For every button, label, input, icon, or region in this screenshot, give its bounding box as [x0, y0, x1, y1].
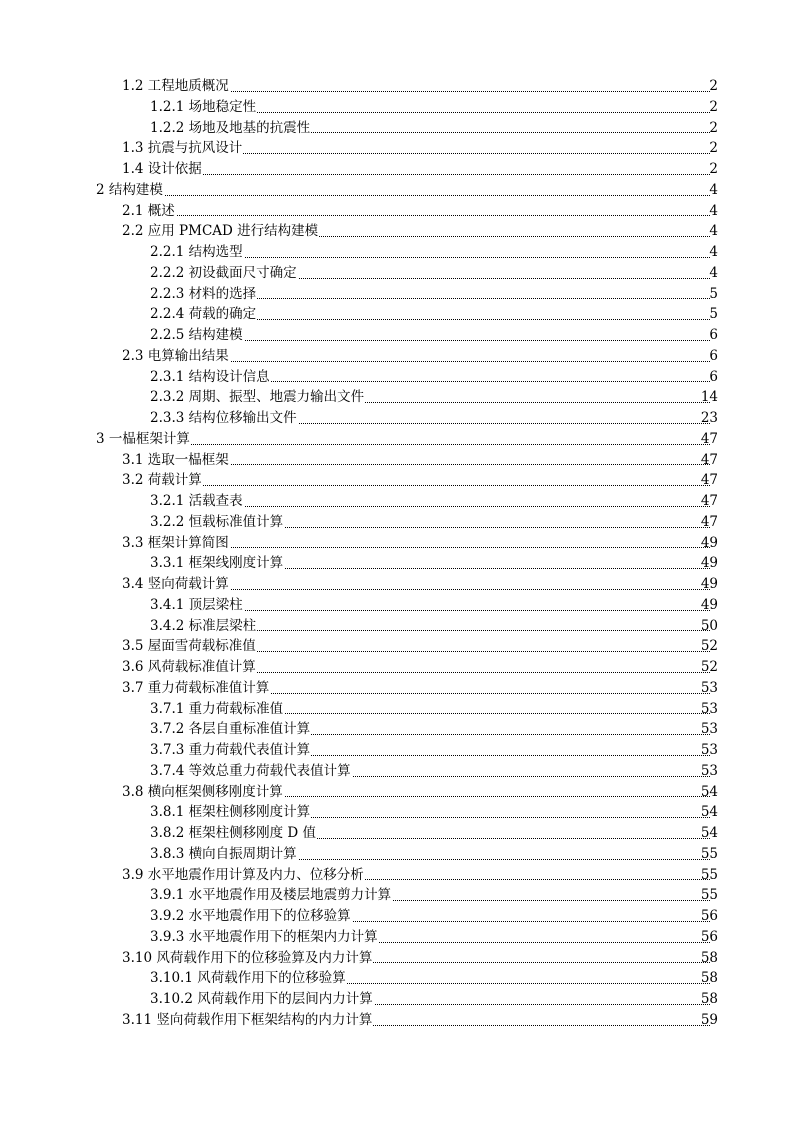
- toc-entry-title: 3.7.1 重力荷载标准值: [150, 699, 284, 720]
- toc-entry-page-number: 5: [709, 285, 718, 302]
- toc-entry-title: 1.4 设计依据: [122, 159, 203, 180]
- toc-entry-page-number: 47: [700, 451, 718, 468]
- toc-entry[interactable]: [0, 802, 794, 823]
- toc-entry-title: 3.2.1 活载查表: [150, 491, 244, 512]
- toc-entry-page-number: 50: [700, 617, 718, 634]
- dot-leader: [96, 195, 710, 196]
- toc-entry-title: 3.4 竖向荷载计算: [122, 574, 230, 595]
- toc-entry-page-number: 47: [700, 430, 718, 447]
- toc-entry-page-number: 2: [709, 78, 718, 94]
- toc-entry[interactable]: [0, 242, 794, 263]
- toc-entry-page-number: 6: [709, 368, 718, 385]
- toc-entry-title: 3.11 竖向荷载作用下框架结构的内力计算: [122, 1010, 373, 1031]
- toc-entry-title: 3.3.1 框架线刚度计算: [150, 553, 284, 574]
- toc-entry-title: 3.8.2 框架柱侧移刚度 D 值: [150, 823, 317, 844]
- toc-entry[interactable]: [0, 823, 794, 844]
- toc-entry-title: 3.8.3 横向自振周期计算: [150, 844, 298, 865]
- toc-entry-title: 3.7.4 等效总重力荷载代表值计算: [150, 761, 352, 782]
- toc-entry-title: 3.4.2 标准层梁柱: [150, 616, 257, 637]
- toc-entry[interactable]: [0, 201, 794, 222]
- toc-entry[interactable]: [0, 138, 794, 159]
- toc-entry[interactable]: [0, 968, 794, 989]
- toc-entry[interactable]: [0, 429, 794, 450]
- toc-entry-title: 3 一榀框架计算: [96, 429, 191, 450]
- toc-entry-page-number: 56: [700, 928, 718, 945]
- toc-entry-page-number: 4: [709, 264, 718, 281]
- dot-leader: [122, 174, 710, 175]
- toc-entry-page-number: 55: [700, 866, 718, 883]
- toc-entry[interactable]: [0, 159, 794, 180]
- toc-entry[interactable]: [0, 263, 794, 284]
- toc-entry[interactable]: [0, 325, 794, 346]
- toc-entry-page-number: 4: [709, 181, 718, 198]
- toc-entry-page-number: 4: [709, 244, 718, 260]
- toc-entry-page-number: 2: [709, 161, 718, 177]
- toc-entry-title: 1.2 工程地质概况: [122, 76, 230, 97]
- toc-entry[interactable]: [0, 304, 794, 325]
- toc-entry-page-number: 23: [700, 410, 718, 426]
- toc-entry-page-number: 58: [700, 991, 718, 1007]
- toc-entry-title: 3.8 横向框架侧移刚度计算: [122, 782, 284, 803]
- toc-entry-page-number: 49: [700, 534, 718, 551]
- toc-entry-page-number: 4: [709, 223, 718, 240]
- toc-entry-page-number: 47: [700, 513, 718, 530]
- toc-entry-title: 2.2 应用 PMCAD 进行结构建模: [122, 221, 319, 242]
- toc-entry-title: 2.3 电算输出结果: [122, 346, 230, 367]
- toc-entry-title: 2.2.2 初设截面尺寸确定: [150, 263, 298, 284]
- toc-entry-page-number: 5: [709, 306, 718, 323]
- toc-entry-title: 3.8.1 框架柱侧移刚度计算: [150, 802, 311, 823]
- toc-entry[interactable]: [0, 118, 794, 139]
- toc-entry-page-number: 56: [700, 908, 718, 924]
- toc-entry[interactable]: [0, 367, 794, 388]
- toc-entry-title: 2.3.1 结构设计信息: [150, 367, 271, 388]
- toc-entry-page-number: 2: [709, 98, 718, 115]
- toc-entry-page-number: 6: [709, 347, 718, 364]
- toc-entry[interactable]: [0, 450, 794, 471]
- toc-entry[interactable]: [0, 616, 794, 637]
- dot-leader: [122, 215, 710, 216]
- toc-entry[interactable]: [0, 595, 794, 616]
- toc-entry-title: 2.2.4 荷载的确定: [150, 304, 257, 325]
- toc-entry[interactable]: [0, 657, 794, 678]
- toc-entry[interactable]: [0, 885, 794, 906]
- toc-entry-title: 2.2.1 结构选型: [150, 242, 244, 263]
- toc-entry-title: 3.9.2 水平地震作用下的位移验算: [150, 906, 352, 927]
- toc-entry-page-number: 2: [709, 140, 718, 157]
- toc-entry-title: 3.1 选取一榀框架: [122, 450, 230, 471]
- toc-entry-page-number: 49: [700, 555, 718, 572]
- toc-entry-page-number: 58: [700, 970, 718, 987]
- toc-entry-page-number: 54: [700, 825, 718, 841]
- toc-entry-title: 3.9.3 水平地震作用下的框架内力计算: [150, 927, 379, 948]
- toc-entry-page-number: 54: [700, 804, 718, 821]
- toc-entry-page-number: 49: [700, 596, 718, 613]
- toc-entry[interactable]: [0, 221, 794, 242]
- toc-entry-page-number: 53: [700, 679, 718, 696]
- toc-entry-page-number: 47: [700, 493, 718, 509]
- toc-entry-page-number: 53: [700, 700, 718, 717]
- toc-entry-title: 3.6 风荷载标准值计算: [122, 657, 257, 678]
- toc-entry[interactable]: [0, 491, 794, 512]
- toc-entry-page-number: 59: [700, 1011, 718, 1028]
- toc-entry-title: 3.10.1 风荷载作用下的位移验算: [150, 968, 347, 989]
- toc-entry[interactable]: [0, 97, 794, 118]
- toc-entry-title: 3.7 重力荷载标准值计算: [122, 678, 270, 699]
- toc-entry[interactable]: [0, 1010, 794, 1031]
- toc-entry[interactable]: [0, 865, 794, 886]
- toc-entry[interactable]: [0, 387, 794, 408]
- toc-entry-title: 1.2.2 场地及地基的抗震性: [150, 118, 311, 139]
- toc-entry[interactable]: [0, 740, 794, 761]
- toc-entry-title: 1.2.1 场地稳定性: [150, 97, 257, 118]
- toc-entry-page-number: 58: [700, 949, 718, 966]
- toc-entry-title: 2 结构建模: [96, 180, 164, 201]
- toc-entry[interactable]: [0, 678, 794, 699]
- dot-leader: [122, 485, 710, 486]
- toc-entry[interactable]: [0, 574, 794, 595]
- toc-entry[interactable]: [0, 284, 794, 305]
- toc-entry-page-number: 52: [700, 659, 718, 675]
- toc-entry[interactable]: [0, 761, 794, 782]
- toc-entry-title: 2.3.3 结构位移输出文件: [150, 408, 298, 429]
- toc-entry-page-number: 47: [700, 472, 718, 489]
- toc-entry[interactable]: [0, 948, 794, 969]
- toc-entry-page-number: 2: [709, 119, 718, 136]
- toc-entry[interactable]: [0, 346, 794, 367]
- toc-entry-title: 3.10.2 风荷载作用下的层间内力计算: [150, 989, 374, 1010]
- toc-entry-title: 1.3 抗震与抗风设计: [122, 138, 243, 159]
- toc-entry[interactable]: [0, 408, 794, 429]
- toc-entry[interactable]: [0, 989, 794, 1010]
- toc-entry-title: 2.2.3 材料的选择: [150, 284, 257, 305]
- toc-entry-title: 2.3.2 周期、振型、地震力输出文件: [150, 387, 365, 408]
- table-of-contents: [0, 76, 794, 1031]
- toc-entry-title: 2.1 概述: [122, 201, 176, 222]
- toc-entry[interactable]: [0, 180, 794, 201]
- toc-entry[interactable]: [0, 533, 794, 554]
- toc-entry[interactable]: [0, 782, 794, 803]
- toc-entry-page-number: 53: [700, 742, 718, 758]
- toc-entry-title: 3.7.3 重力荷载代表值计算: [150, 740, 311, 761]
- toc-entry-page-number: 4: [709, 202, 718, 219]
- toc-entry-title: 3.7.2 各层自重标准值计算: [150, 719, 311, 740]
- toc-entry[interactable]: [0, 553, 794, 574]
- toc-entry-page-number: 53: [700, 721, 718, 738]
- toc-entry-page-number: 54: [700, 783, 718, 800]
- toc-entry-page-number: 49: [700, 576, 718, 592]
- toc-entry[interactable]: [0, 636, 794, 657]
- toc-entry-page-number: 52: [700, 638, 718, 655]
- toc-entry[interactable]: [0, 844, 794, 865]
- toc-entry-page-number: 55: [700, 845, 718, 862]
- toc-entry-title: 2.2.5 结构建模: [150, 325, 244, 346]
- toc-entry[interactable]: [0, 719, 794, 740]
- toc-entry-page-number: 53: [700, 762, 718, 779]
- toc-entry-title: 3.2 荷载计算: [122, 470, 203, 491]
- toc-entry-title: 3.2.2 恒载标准值计算: [150, 512, 284, 533]
- toc-entry-title: 3.4.1 顶层梁柱: [150, 595, 244, 616]
- toc-entry-title: 3.3 框架计算简图: [122, 533, 230, 554]
- toc-entry-page-number: 14: [700, 389, 718, 406]
- toc-entry[interactable]: [0, 699, 794, 720]
- toc-entry[interactable]: [0, 512, 794, 533]
- toc-entry[interactable]: [0, 927, 794, 948]
- toc-entry[interactable]: [0, 470, 794, 491]
- toc-entry-page-number: 6: [709, 327, 718, 343]
- toc-entry-title: 3.9.1 水平地震作用及楼层地震剪力计算: [150, 885, 392, 906]
- toc-entry-title: 3.10 风荷载作用下的位移验算及内力计算: [122, 948, 373, 969]
- toc-entry[interactable]: [0, 76, 794, 97]
- toc-entry-title: 3.5 屋面雪荷载标准值: [122, 636, 257, 657]
- toc-entry-title: 3.9 水平地震作用计算及内力、位移分析: [122, 865, 365, 886]
- toc-entry[interactable]: [0, 906, 794, 927]
- toc-entry-page-number: 55: [700, 887, 718, 904]
